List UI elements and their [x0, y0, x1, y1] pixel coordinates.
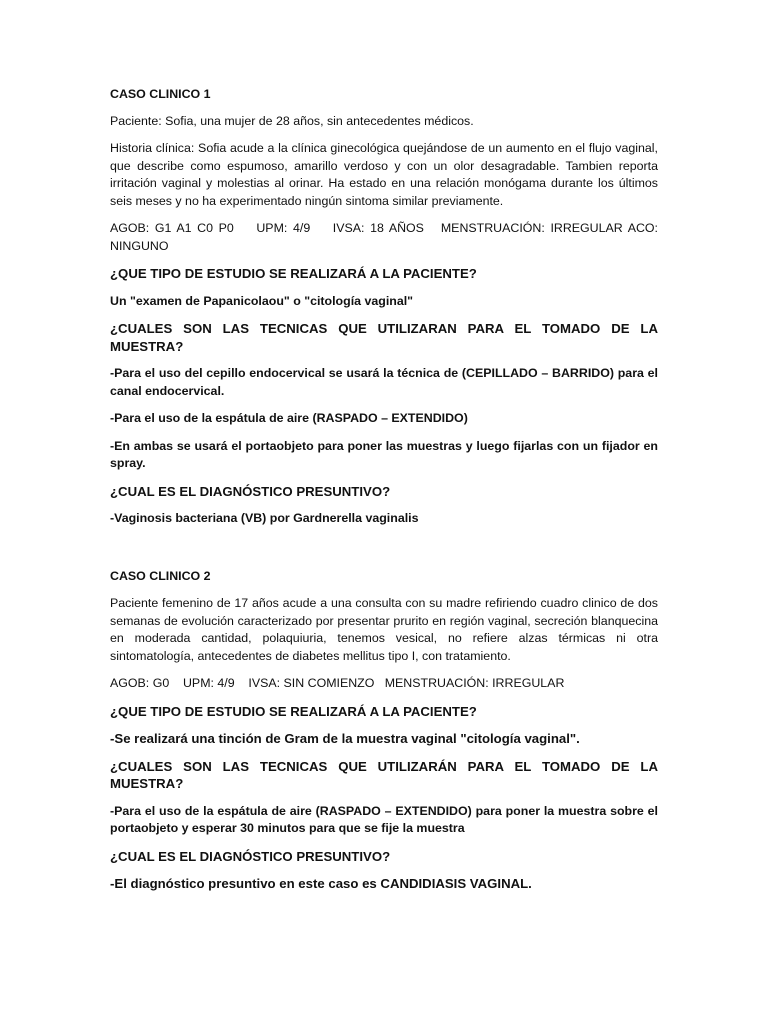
case1-agob-text: AGOB: G1 A1 C0 P0 UPM: 4/9 IVSA: 18 AÑOS MENSTRUACIÓN: IRREGULAR ACO: NINGUNO — [110, 221, 662, 253]
case2-history: Paciente femenino de 17 años acude a una consulta con su madre refiriendo cuadro clinico de dos semanas de evolución caracterizado por presentar prurito en región vaginal, secreción blanquecina en moderada cantidad, polaquiuria, tenemos vesical, no refiere alzas térmicas ni otra sintomatología, antecedentes de diabetes mellitus tipo I, con tratamiento. — [110, 596, 658, 663]
case1-answer-diagnosis: -Vaginosis bacteriana (VB) por Gardnerella vaginalis — [110, 511, 419, 525]
case1-answer-technique-brush: -Para el uso del cepillo endocervical se usará la técnica de (CEPILLADO – BARRIDO) para el canal endocervical. — [110, 366, 658, 398]
case1-question-diagnosis: ¿CUAL ES EL DIAGNÓSTICO PRESUNTIVO? — [110, 483, 391, 499]
case1-title: CASO CLINICO 1 — [110, 87, 211, 101]
case2-question-study: ¿QUE TIPO DE ESTUDIO SE REALIZARÁ A LA PACIENTE? — [110, 703, 477, 719]
case2-answer-techniques: -Para el uso de la espátula de aire (RASPADO – EXTENDIDO) para poner la muestra sobre el portaobjeto y esperar 30 minutos para que se fije la muestra — [110, 803, 658, 835]
case1-answer-technique-slide: -En ambas se usará el portaobjeto para poner las muestras y luego fijarlas con un fijador en spray. — [110, 438, 658, 470]
case2-title: CASO CLINICO 2 — [110, 568, 211, 583]
case2-question-diagnosis: ¿CUAL ES EL DIAGNÓSTICO PRESUNTIVO? — [110, 848, 391, 864]
case1-answer-technique-spatula: -Para el uso de la espátula de aire (RASPADO – EXTENDIDO) — [110, 411, 468, 425]
case2-answer-diagnosis: -El diagnóstico presuntivo en este caso es CANDIDIASIS VAGINAL. — [110, 876, 532, 891]
case1-agob — [110, 220, 662, 255]
case1-question-study: ¿QUE TIPO DE ESTUDIO SE REALIZARÁ A LA PACIENTE? — [110, 266, 477, 281]
case2-agob-text: AGOB: G0 UPM: 4/9 IVSA: SIN COMIENZO MENSTRUACIÓN: IRREGULAR — [110, 676, 565, 690]
case1-answer-study: Un "examen de Papanicolaou" o "citología vaginal" — [110, 293, 414, 308]
case2-agob — [110, 675, 658, 693]
case1-patient: Paciente: Sofia, una mujer de 28 años, sin antecedentes médicos. — [110, 113, 474, 128]
case2-question-techniques: ¿CUALES SON LAS TECNICAS QUE UTILIZARÁN PARA EL TOMADO DE LA MUESTRA? — [110, 758, 658, 791]
case1-question-techniques: ¿CUALES SON LAS TECNICAS QUE UTILIZARAN PARA EL TOMADO DE LA MUESTRA? — [110, 321, 658, 354]
case1-history: Historia clínica: Sofia acude a la clínica ginecológica quejándose de un aumento en el flujo vaginal, que describe como espumoso, amarillo verdoso y con un olor desagradable. Tambien reporta irritación vaginal y molestias al orinar. Ha estado en una relación monógama durante los últimos seis meses y no ha experimentado ningún sintoma similar previamente. — [110, 141, 658, 208]
case2-answer-study: -Se realizará una tinción de Gram de la muestra vaginal "citología vaginal". — [110, 731, 580, 746]
